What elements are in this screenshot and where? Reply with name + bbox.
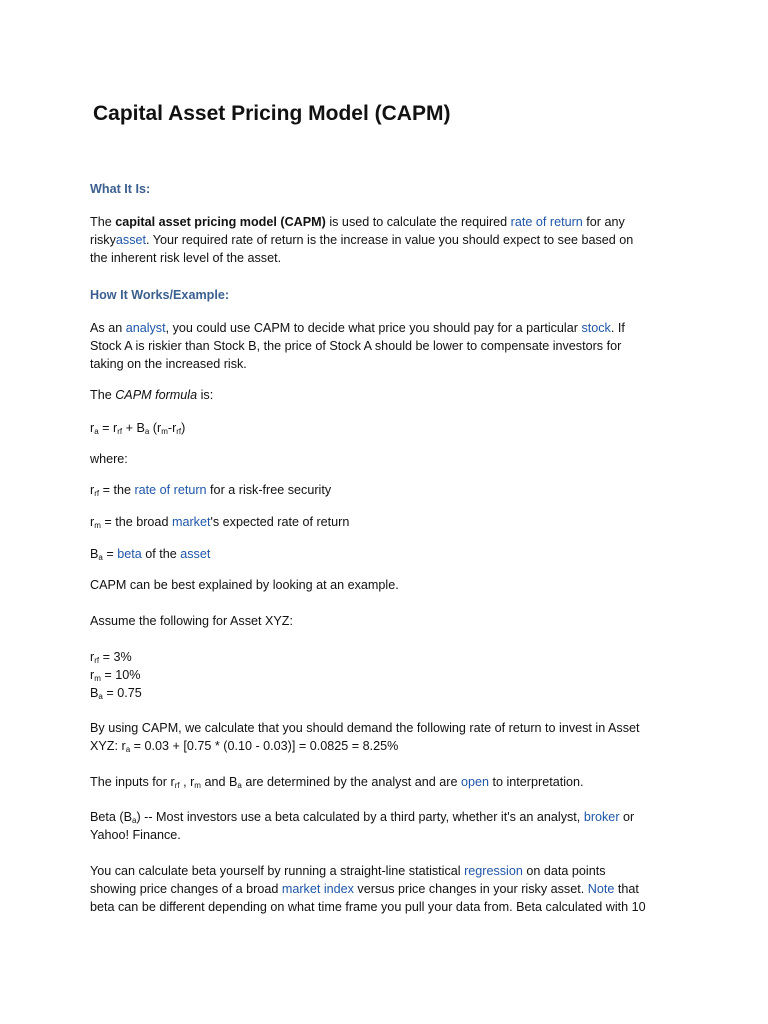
page-title: Capital Asset Pricing Model (CAPM) — [93, 102, 451, 125]
text: The inputs for r — [90, 775, 175, 789]
paragraph-beta-line-2: Yahoo! Finance. — [90, 828, 181, 842]
definition-rf — [90, 483, 331, 498]
text: (r — [149, 421, 162, 435]
text: are determined by the analyst and are — [241, 775, 461, 789]
text: = 3% — [99, 650, 132, 664]
subscript: a — [144, 427, 150, 436]
text: -r — [167, 421, 177, 435]
text: = 10% — [100, 668, 141, 682]
text: B — [90, 547, 99, 561]
text: risky — [90, 233, 116, 247]
text: = the — [99, 483, 135, 497]
text: B — [90, 686, 99, 700]
link-market[interactable]: market — [171, 515, 211, 529]
text: r — [90, 668, 95, 682]
text: versus price changes in your risky asset. — [353, 882, 588, 896]
where-label: where: — [90, 452, 128, 466]
paragraph-analyst-line-2: Stock A is riskier than Stock B, the price of Stock A should be lower to compensate investors for — [90, 339, 622, 353]
link-stock[interactable]: stock — [581, 321, 611, 335]
subscript: m — [94, 674, 101, 683]
subscript: a — [237, 781, 242, 790]
text: , r — [179, 775, 195, 789]
subscript: a — [98, 692, 103, 701]
text: r — [90, 483, 95, 497]
subscript: rf — [176, 427, 182, 436]
paragraph-regression-line-3: beta can be different depending on what time frame you pull your data from. Beta calculated with 10 — [90, 900, 646, 914]
subscript: rf — [117, 427, 123, 436]
text: + B — [122, 421, 145, 435]
text: to interpretation. — [489, 775, 584, 789]
text: for a risk-free security — [206, 483, 332, 497]
link-analyst[interactable]: analyst — [125, 321, 166, 335]
link-open[interactable]: open — [460, 775, 489, 789]
text: is used to calculate the required — [325, 215, 511, 229]
text: , you could use CAPM to decide what price you should pay for a particular — [165, 321, 582, 335]
text: that — [614, 882, 639, 896]
paragraph-intro-line-2 — [90, 233, 633, 248]
link-rate-of-return[interactable]: rate of return — [510, 215, 583, 229]
link-broker[interactable]: broker — [583, 810, 620, 824]
definition-rm — [90, 515, 349, 530]
subscript: rf — [94, 489, 100, 498]
paragraph-assume: Assume the following for Asset XYZ: — [90, 614, 293, 628]
text: = the broad — [100, 515, 172, 529]
text: r — [90, 650, 95, 664]
text: 's expected rate of return — [210, 515, 350, 529]
text: on data points — [522, 864, 606, 878]
text: and B — [200, 775, 238, 789]
value-rf — [90, 650, 132, 665]
text: is: — [197, 388, 214, 402]
text: ) — [181, 421, 186, 435]
link-asset[interactable]: asset — [180, 547, 211, 561]
text: = — [102, 547, 118, 561]
text: . If — [610, 321, 625, 335]
subscript: a — [132, 816, 137, 825]
subscript: m — [194, 781, 201, 790]
link-regression[interactable]: regression — [464, 864, 523, 878]
paragraph-analyst-line-3: taking on the increased risk. — [90, 357, 247, 371]
text: or — [619, 810, 635, 824]
paragraph-regression-line-2 — [90, 882, 639, 897]
value-rm — [90, 668, 140, 683]
value-ba — [90, 686, 142, 701]
link-market-index[interactable]: market index — [281, 882, 354, 896]
text: As an — [90, 321, 126, 335]
paragraph-regression-line-1 — [90, 864, 606, 879]
subscript: a — [94, 427, 99, 436]
definition-ba — [90, 547, 210, 562]
text: Beta (B — [90, 810, 132, 824]
text: ) -- Most investors use a beta calculated by a third party, whether it's an analyst, — [136, 810, 584, 824]
paragraph-intro-line-1 — [90, 215, 625, 230]
subscript: rf — [94, 656, 100, 665]
link-rate-of-return[interactable]: rate of return — [134, 483, 207, 497]
text: showing price changes of a broad — [90, 882, 282, 896]
italic-term: CAPM formula — [115, 388, 198, 402]
text: XYZ: r — [90, 739, 126, 753]
paragraph-analyst-line-1 — [90, 321, 625, 336]
heading-how-it-works: How It Works/Example: — [90, 288, 230, 302]
text: of the — [141, 547, 181, 561]
heading-what-it-is: What It Is: — [90, 182, 151, 196]
paragraph-inputs — [90, 775, 584, 790]
subscript: m — [161, 427, 168, 436]
paragraph-intro-line-3: the inherent risk level of the asset. — [90, 251, 282, 265]
subscript: m — [94, 521, 101, 530]
subscript: a — [125, 745, 131, 754]
subscript: rf — [174, 781, 180, 790]
paragraph-example-intro: CAPM can be best explained by looking at an example. — [90, 578, 399, 592]
paragraph-calculation-line-2 — [90, 739, 398, 754]
text: The — [90, 388, 116, 402]
text: = 0.75 — [102, 686, 142, 700]
text: r — [90, 421, 95, 435]
text: The — [90, 215, 116, 229]
link-asset[interactable]: asset — [115, 233, 146, 247]
link-note[interactable]: Note — [587, 882, 615, 896]
text: = r — [98, 421, 118, 435]
text: . Your required rate of return is the increase in value you should expect to see based on — [146, 233, 634, 247]
bold-term: capital asset pricing model (CAPM) — [115, 215, 326, 229]
subscript: a — [98, 553, 103, 562]
capm-formula — [90, 421, 185, 436]
text: r — [90, 515, 95, 529]
paragraph-beta-line-1 — [90, 810, 634, 825]
text: You can calculate beta yourself by running a straight-line statistical — [90, 864, 465, 878]
paragraph-formula-intro — [90, 388, 213, 403]
link-beta[interactable]: beta — [117, 547, 142, 561]
text: for any — [582, 215, 625, 229]
paragraph-calculation-line-1: By using CAPM, we calculate that you should demand the following rate of return to invest in Asset — [90, 721, 640, 735]
text: = 0.03 + [0.75 * (0.10 - 0.03)] = 0.0825 = 8.25% — [130, 739, 399, 753]
